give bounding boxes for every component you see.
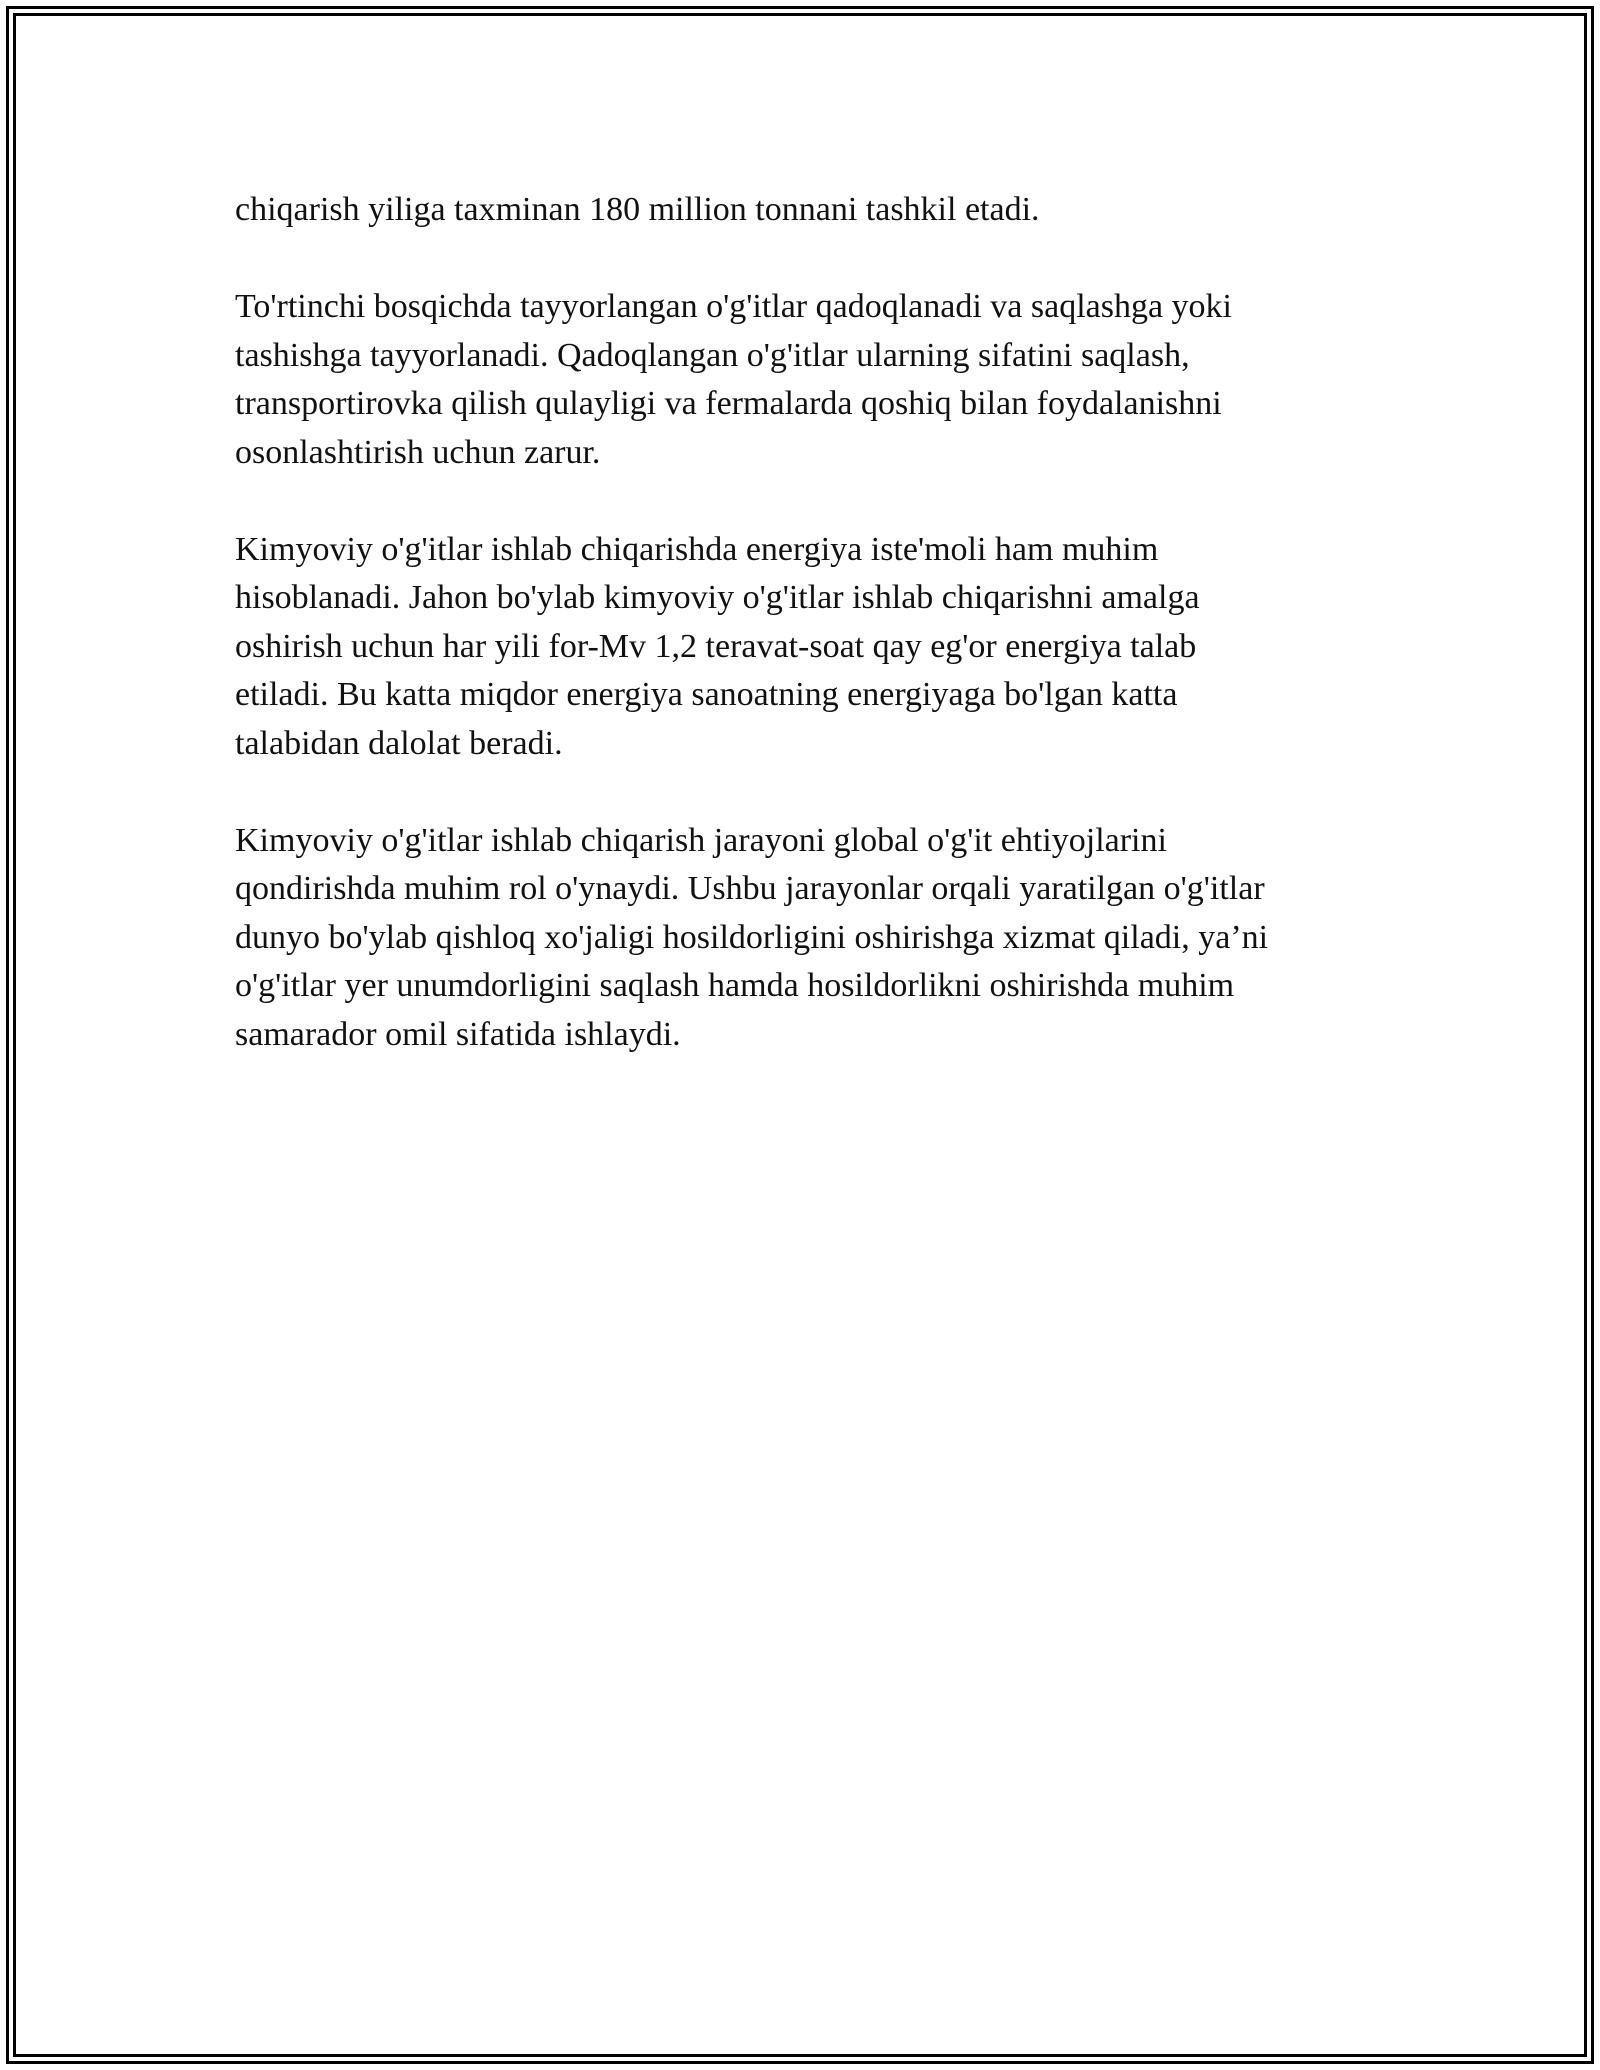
text-line: qondirishda muhim rol o'ynaydi. Ushbu jarayonlar orqali yaratilgan o'g'itlar	[235, 870, 1265, 907]
document-body	[235, 186, 1375, 1108]
text-line: chiqarish yiliga taxminan 180 million tonnani tashkil etadi.	[235, 191, 1040, 228]
text-line: Kimyoviy o'g'itlar ishlab chiqarishda energiya iste'moli ham muhim	[235, 530, 1159, 568]
text-line: To'rtinchi bosqichda tayyorlangan o'g'itlar qadoqlanadi va saqlashga yoki	[235, 288, 1233, 325]
text-line: osonlashtirish uchun zarur.	[235, 433, 601, 471]
text-line: etiladi. Bu katta miqdor energiya sanoatning energiyaga bo'lgan katta	[235, 676, 1178, 713]
text-line: hisoblanadi. Jahon bo'ylab kimyoviy o'g'itlar ishlab chiqarishni amalga	[235, 579, 1200, 616]
text-line: o'g'itlar yer unumdorligini saqlash hamda hosildorlikni oshirishda muhim	[235, 967, 1235, 1004]
text-line: Kimyoviy o'g'itlar ishlab chiqarish jarayoni global o'g'it ehtiyojlarini	[235, 821, 1167, 859]
text-line: talabidan dalolat beradi.	[235, 724, 563, 762]
paragraph-4	[235, 817, 1375, 1060]
text-line: tashishga tayyorlanadi. Qadoqlangan o'g'itlar ularning sifatini saqlash,	[235, 336, 1190, 374]
paragraph-3	[235, 526, 1375, 769]
text-line: dunyo bo'ylab qishloq xo'jaligi hosildorligini oshirishga xizmat qiladi, ya’ni	[235, 918, 1269, 956]
paragraph-1	[235, 186, 1375, 235]
text-line: transportirovka qilish qulayligi va fermalarda qoshiq bilan foydalanishni	[235, 385, 1222, 422]
text-line: oshirish uchun har yili for-Mv 1,2 teravat-soat qay eg'or energiya talab	[235, 627, 1197, 665]
text-line: samarador omil sifatida ishlaydi.	[235, 1015, 681, 1053]
paragraph-2	[235, 283, 1375, 477]
